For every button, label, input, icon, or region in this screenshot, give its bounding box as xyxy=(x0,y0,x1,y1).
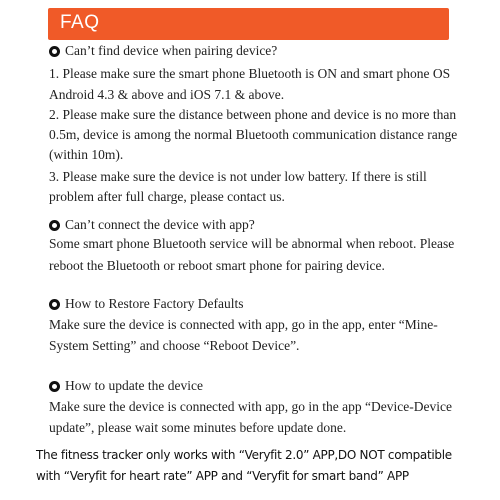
bullet-icon xyxy=(49,220,60,231)
bullet-icon xyxy=(49,46,60,57)
answer-line: Android 4.3 & above and iOS 7.1 & above. xyxy=(49,87,285,102)
answer-line: problem after full charge, please contact us. xyxy=(49,189,285,204)
question-text: How to update the device xyxy=(65,378,203,393)
answer-line: 2. Please make sure the distance between phone and device is no more than xyxy=(49,107,457,122)
answer-line: Make sure the device is connected with app, go in the app “Device-Device xyxy=(49,399,452,414)
answer-line: (within 10m). xyxy=(49,147,124,162)
question-text: Can’t connect the device with app? xyxy=(65,217,255,232)
answer-line: update”, please wait some minutes before update done. xyxy=(49,420,347,435)
answer-line: Some smart phone Bluetooth service will be abnormal when reboot. Please xyxy=(49,236,455,251)
answer-line: System Setting” and choose “Reboot Device”. xyxy=(49,338,300,353)
answer-line: reboot the Bluetooth or reboot smart phone for pairing device. xyxy=(49,258,385,273)
bullet-icon xyxy=(49,381,60,392)
question-text: Can’t find device when pairing device? xyxy=(65,43,278,58)
compatibility-notice: The fitness tracker only works with “Veryfit 2.0” APP,DO NOT compatible xyxy=(36,448,452,462)
compatibility-notice: with “Veryfit for heart rate” APP and “Veryfit for smart band” APP xyxy=(36,469,409,483)
faq-header xyxy=(48,8,449,40)
answer-line: 3. Please make sure the device is not under low battery. If there is still xyxy=(49,169,427,184)
question-text: How to Restore Factory Defaults xyxy=(65,296,244,311)
faq-question-restore xyxy=(49,295,243,313)
answer-line: 1. Please make sure the smart phone Bluetooth is ON and smart phone OS xyxy=(49,66,451,81)
faq-title: FAQ xyxy=(60,12,100,33)
answer-line: 0.5m, device is among the normal Bluetooth communication distance range xyxy=(49,127,458,142)
answer-line: Make sure the device is connected with app, go in the app, enter “Mine- xyxy=(49,317,438,332)
faq-question-update xyxy=(49,377,203,395)
faq-question-connect xyxy=(49,216,255,234)
bullet-icon xyxy=(49,299,60,310)
faq-question-pairing xyxy=(49,42,277,60)
